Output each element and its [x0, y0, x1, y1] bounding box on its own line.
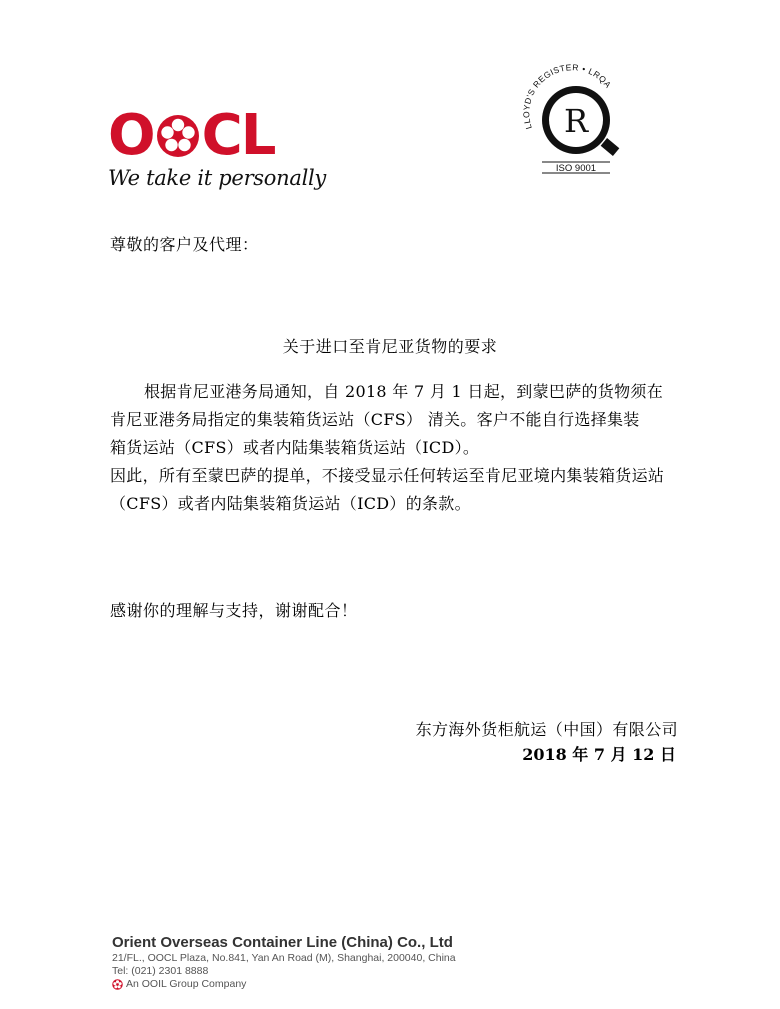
- lrqa-arc-text: LLOYD'S REGISTER • LRQA: [521, 62, 614, 131]
- closing-line: 感谢你的理解与支持，谢谢配合！: [110, 601, 358, 620]
- signature-date: 2018 年 7 月 12 日: [522, 745, 676, 764]
- footer-company-name: Orient Overseas Container Line (China) Co., Ltd: [112, 934, 453, 951]
- salutation: 尊敬的客户及代理：: [110, 235, 259, 254]
- paragraph-1-line: 箱货运站（CFS）或者内陆集装箱货运站（ICD）。: [110, 438, 480, 457]
- logo-letter-o: O: [108, 103, 154, 168]
- logo-letter-l: L: [240, 103, 275, 168]
- logo-letter-c: C: [201, 103, 241, 168]
- signature-company: 东方海外货柜航运（中国）有限公司: [415, 720, 678, 739]
- footer: [112, 934, 502, 991]
- paragraph-1-line: 根据肯尼亚港务局通知，自 2018 年 7 月 1 日起，到蒙巴萨的货物须在: [144, 382, 663, 401]
- footer-group: An OOIL Group Company: [126, 978, 247, 990]
- logo-tagline: We take it personally: [108, 166, 326, 190]
- svg-text:R: R: [563, 102, 589, 140]
- small-blossom-icon: [112, 979, 123, 990]
- oocl-logo: [108, 103, 328, 200]
- plum-blossom-icon: [156, 114, 200, 158]
- oocl-wordmark: [108, 103, 275, 168]
- footer-address: 21/FL., OOCL Plaza, No.841, Yan An Road (M), Shanghai, 200040, China: [112, 952, 456, 964]
- iso-label: ISO 9001: [555, 163, 597, 174]
- lrqa-iso-badge: [516, 58, 626, 178]
- footer-group-line: [112, 978, 502, 991]
- footer-tel: Tel: (021) 2301 8888: [112, 965, 209, 977]
- paragraph-2: 因此，所有至蒙巴萨的提单，不接受显示任何转运至肯尼亚境内集装箱货运站（CFS）或者内陆集装箱货运站（ICD）的条款。: [110, 466, 665, 513]
- paragraph-1-line: 肯尼亚港务局指定的集装箱货运站（CFS） 清关。客户不能自行选择集装: [110, 410, 640, 429]
- letter-title: 关于进口至肯尼亚货物的要求: [282, 337, 498, 356]
- paragraph-1: [110, 378, 690, 462]
